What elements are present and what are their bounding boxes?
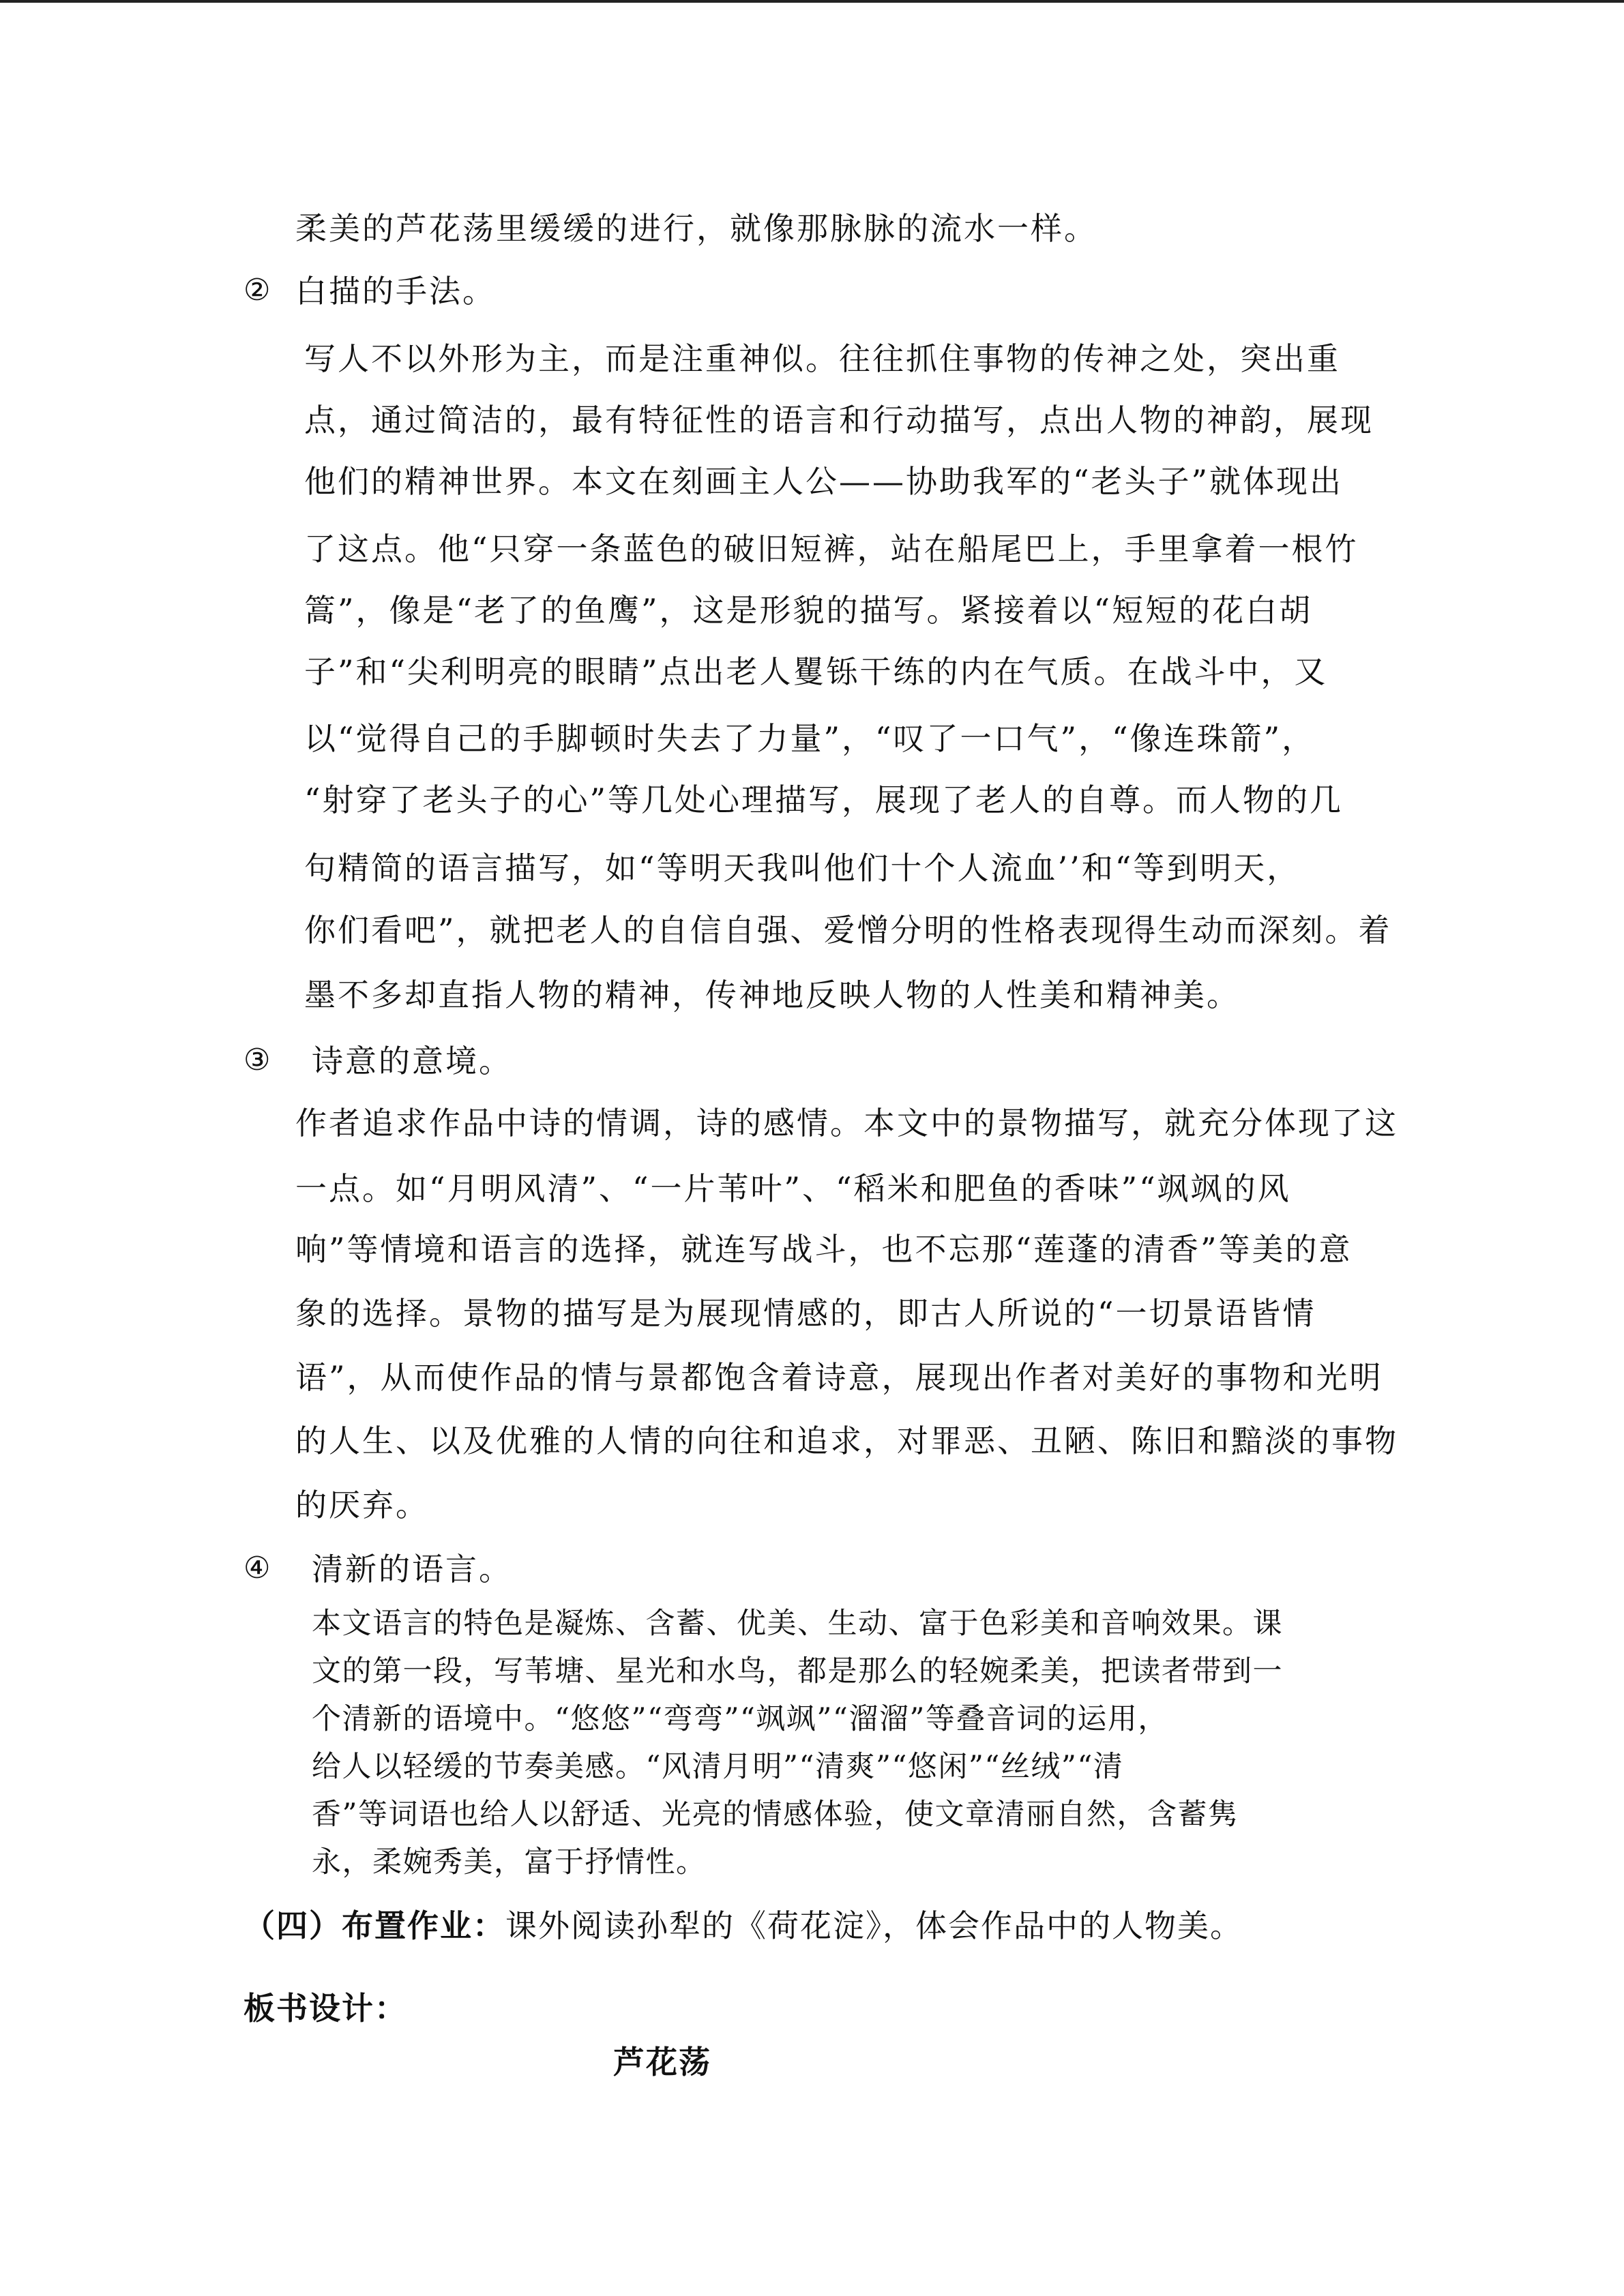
board-design-title: 芦花荡 (613, 2044, 711, 2081)
body-line: 写人不以外形为主，而是注重神似。往往抓住事物的传神之处，突出重 (304, 340, 1340, 377)
section-heading: 白描的手法。 (295, 273, 496, 310)
body-line: 以“觉得自己的手脚顿时失去了力量”，“叹了一口气”，“像连珠箭”， (304, 720, 1316, 757)
body-line: 的厌弃。 (295, 1487, 429, 1523)
body-line: 一点。如“月明风清”、“一片苇叶”、“稻米和肥鱼的香味”“飒飒的风 (295, 1170, 1291, 1207)
body-line: 永，柔婉秀美，富于抒情性。 (312, 1845, 707, 1879)
body-line: 子”和“尖利明亮的眼睛”点出老人矍铄干练的内在气质。在战斗中，又 (304, 653, 1328, 690)
body-line: 响”等情境和语言的选择，就连写战斗，也不忘那“莲蓬的清香”等美的意 (295, 1231, 1353, 1268)
body-line: 象的选择。景物的描写是为展现情感的，即古人所说的“一切景语皆情 (295, 1295, 1316, 1332)
body-line: 句精简的语言描写，如“等明天我叫他们十个人流血’’和“等到明天， (304, 850, 1301, 886)
section-heading: 诗意的意境。 (312, 1043, 512, 1079)
body-line: 篙”，像是“老了的鱼鹰”，这是形貌的描写。紧接着以“短短的花白胡 (304, 592, 1313, 629)
body-line: 作者追求作品中诗的情调，诗的感情。本文中的景物描写，就充分体现了这 (295, 1105, 1398, 1142)
section-heading: 清新的语言。 (312, 1551, 512, 1587)
body-line: 语”，从而使作品的情与景都饱含着诗意，展现出作者对美好的事物和光明 (295, 1359, 1383, 1396)
body-line: 香”等词语也给人以舒适、光亮的情感体验，使文章清丽自然，含蓄隽 (312, 1798, 1239, 1832)
body-line: 点，通过简洁的，最有特征性的语言和行动描写，点出人物的神韵，展现 (304, 402, 1374, 438)
body-line: 柔美的芦花荡里缓缓的进行，就像那脉脉的流水一样。 (295, 210, 1097, 247)
homework-line (243, 1907, 1243, 1944)
body-line: 你们看吧”，就把老人的自信自强、爱憎分明的性格表现得生动而深刻。着 (304, 912, 1392, 949)
body-line: 的人生、以及优雅的人情的向往和追求，对罪恶、丑陋、陈旧和黯淡的事物 (295, 1422, 1398, 1459)
body-line: 文的第一段，写苇塘、星光和水鸟，都是那么的轻婉柔美，把读者带到一 (312, 1654, 1283, 1688)
body-line: 他们的精神世界。本文在刻画主人公——协助我军的“老头子”就体现出 (304, 463, 1344, 500)
body-line: 个清新的语境中。“悠悠”“弯弯”“飒飒”“溜溜”等叠音词的运用， (312, 1702, 1168, 1736)
board-design-heading: 板书设计： (243, 1990, 407, 2027)
body-line: 墨不多却直指人物的精神，传神地反映人物的人性美和精神美。 (304, 976, 1240, 1013)
body-line: “射穿了老头子的心”等几处心理描写，展现了老人的自尊。而人物的几 (304, 781, 1344, 818)
homework-label: （四）布置作业： (243, 1907, 505, 1944)
body-line: 了这点。他“只穿一条蓝色的破旧短裤，站在船尾巴上，手里拿着一根竹 (304, 531, 1359, 567)
circled-number-2: ② (243, 273, 271, 308)
circled-number-3: ③ (243, 1043, 271, 1077)
body-line: 本文语言的特色是凝炼、含蓄、优美、生动、富于色彩美和音响效果。课 (312, 1607, 1283, 1641)
circled-number-4: ④ (243, 1551, 271, 1585)
homework-text: 课外阅读孙犁的《荷花淀》，体会作品中的人物美。 (505, 1907, 1243, 1944)
body-line: 给人以轻缓的节奏美感。“风清月明”“清爽”“悠闲”“丝绒”“清 (312, 1750, 1124, 1784)
page-top-border (0, 0, 1624, 3)
